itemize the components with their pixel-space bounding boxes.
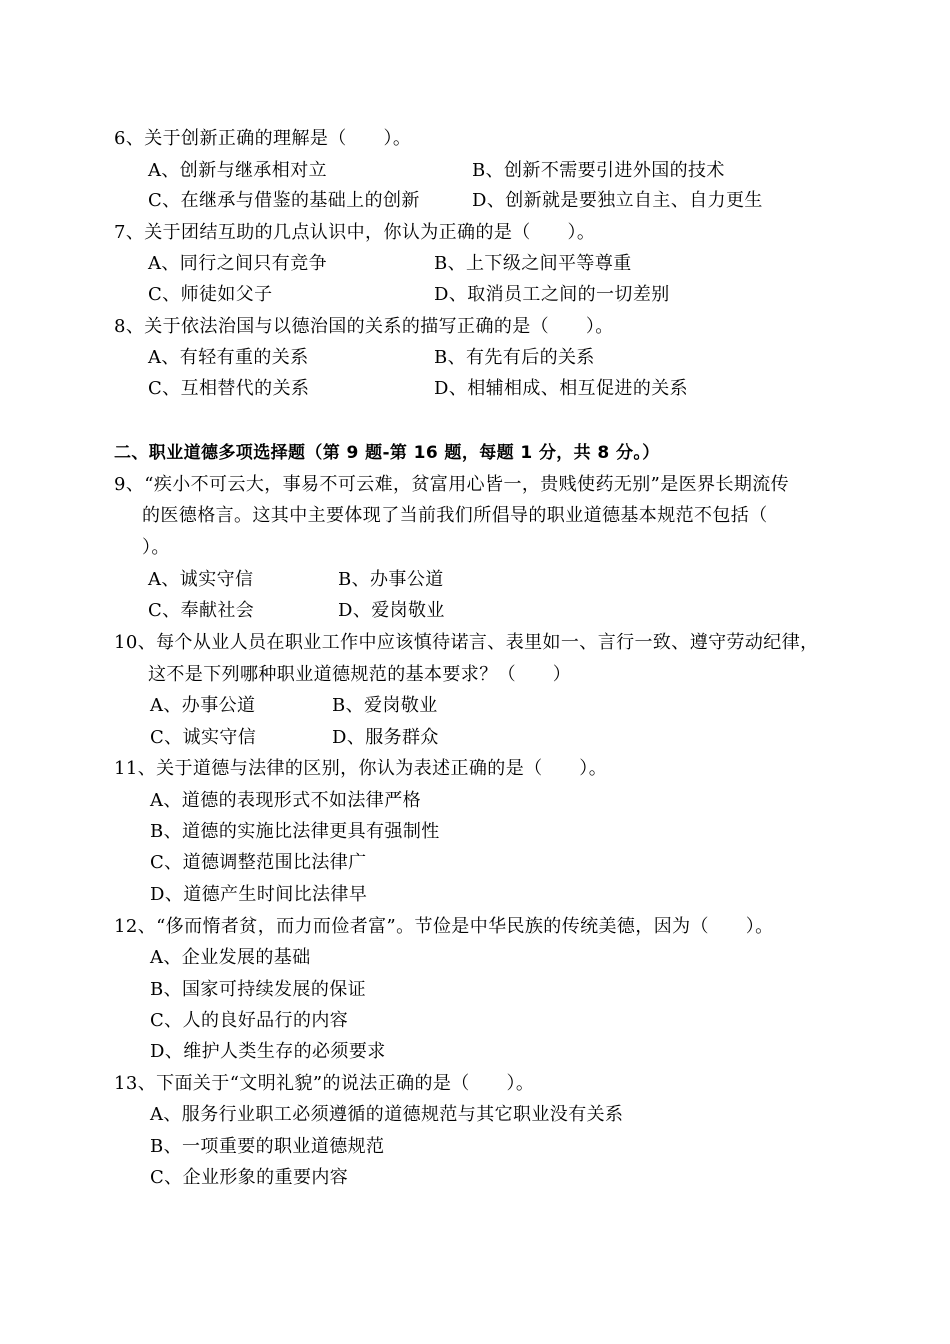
q7-stem: 7、关于团结互助的几点认识中，你认为正确的是（ ）。 (114, 222, 596, 243)
q11-stem: 11、关于道德与法律的区别，你认为表述正确的是（ ）。 (114, 758, 608, 779)
q11-option-a: A、道德的表现形式不如法律严格 (150, 790, 421, 811)
q8-option-d: D、相辅相成、相互促进的关系 (434, 378, 689, 399)
q9-option-c: C、奉献社会 (148, 600, 255, 621)
q6-option-d: D、创新就是要独立自主、自力更生 (472, 190, 763, 211)
q12-option-d: D、维护人类生存的必须要求 (150, 1041, 386, 1062)
q6-option-c: C、在继承与借鉴的基础上的创新 (148, 190, 420, 211)
q8-option-a: A、有轻有重的关系 (148, 347, 309, 368)
q10-option-a: A、办事公道 (150, 695, 256, 716)
q10-stem-line2: 这不是下列哪种职业道德规范的基本要求？（ ） (148, 664, 572, 685)
q9-option-d: D、爱岗敬业 (338, 600, 445, 621)
q8-stem: 8、关于依法治国与以德治国的关系的描写正确的是（ ）。 (114, 316, 614, 337)
q7-option-d: D、取消员工之间的一切差别 (434, 284, 670, 305)
q8-option-b: B、有先有后的关系 (434, 347, 595, 368)
q7-option-a: A、同行之间只有竞争 (148, 253, 327, 274)
q12-option-b: B、国家可持续发展的保证 (150, 979, 367, 1000)
q9-option-a: A、诚实守信 (148, 569, 254, 590)
section-heading: 二、职业道德多项选择题（第 9 题-第 16 题，每题 1 分，共 8 分。） (114, 443, 660, 463)
q12-option-a: A、企业发展的基础 (150, 947, 311, 968)
q10-option-c: C、诚实守信 (150, 727, 257, 748)
q11-option-c: C、道德调整范围比法律广 (150, 852, 367, 873)
q9-option-b: B、办事公道 (338, 569, 444, 590)
q12-option-c: C、人的良好品行的内容 (150, 1010, 349, 1031)
q12-stem: 12、“侈而惰者贫，而力而俭者富”。节俭是中华民族的传统美德，因为（ ）。 (114, 916, 774, 937)
q9-stem-line1: 9、“疾小不可云大，事易不可云难，贫富用心皆一，贵贱使药无别”是医界长期流传 (114, 474, 790, 495)
q11-option-b: B、道德的实施比法律更具有强制性 (150, 821, 440, 842)
q10-option-b: B、爱岗敬业 (332, 695, 438, 716)
q7-option-b: B、上下级之间平等尊重 (434, 253, 632, 274)
q11-option-d: D、道德产生时间比法律早 (150, 884, 368, 905)
q6-option-a: A、创新与继承相对立 (148, 160, 327, 181)
q10-option-d: D、服务群众 (332, 727, 439, 748)
q10-stem-line1: 10、每个从业人员在职业工作中应该慎待诺言、表里如一、言行一致、遵守劳动纪律， (114, 632, 819, 653)
q13-option-a: A、服务行业职工必须遵循的道德规范与其它职业没有关系 (150, 1104, 624, 1125)
q8-option-c: C、互相替代的关系 (148, 378, 310, 399)
q6-stem: 6、关于创新正确的理解是（ ）。 (114, 128, 412, 149)
q13-option-c: C、企业形象的重要内容 (150, 1167, 349, 1188)
q13-option-b: B、一项重要的职业道德规范 (150, 1136, 385, 1157)
q13-stem: 13、下面关于“文明礼貌”的说法正确的是（ ）。 (114, 1073, 535, 1094)
q7-option-c: C、师徒如父子 (148, 284, 273, 305)
q9-stem-line2: 的医德格言。这其中主要体现了当前我们所倡导的职业道德基本规范不包括（ (142, 505, 768, 526)
q6-option-b: B、创新不需要引进外国的技术 (472, 160, 725, 181)
q9-stem-line3: ）。 (142, 537, 170, 558)
